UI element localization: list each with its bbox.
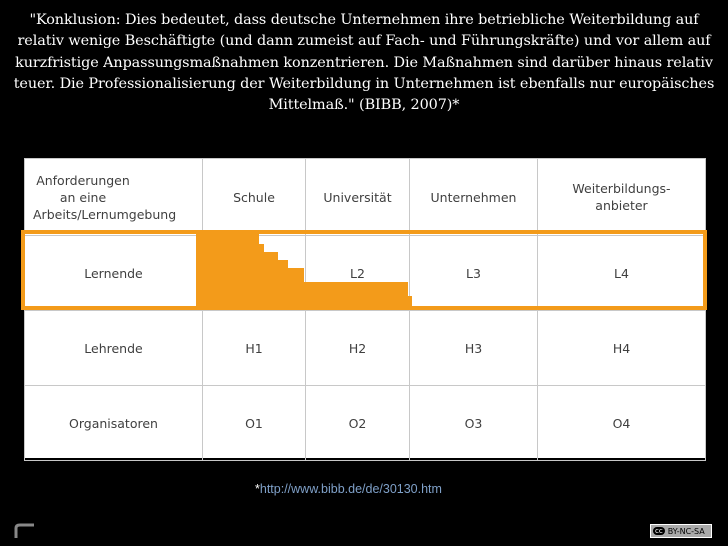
corner-line-1: Anforderungen: [36, 172, 130, 188]
table-row: [25, 311, 706, 386]
highlight-stair: [204, 234, 259, 306]
highlight-stair: [264, 252, 278, 306]
highlight-stair: [288, 268, 304, 306]
cell-o4: O4: [538, 386, 706, 461]
corner-line-3: Arbeits/Lernumgebung: [33, 206, 177, 222]
cell-o2: O2: [306, 386, 410, 461]
cell-h3: H3: [410, 311, 538, 386]
row-label-lernende: Lernende: [25, 236, 203, 311]
table-row: [25, 386, 706, 461]
row-label-lehrende: Lehrende: [25, 311, 203, 386]
cell-l2: L2: [306, 236, 410, 311]
row-label-organisatoren: Organisatoren: [25, 386, 203, 461]
cc-icon: cc: [655, 527, 663, 535]
footnote-marker: *: [255, 482, 260, 496]
table-header-row: [25, 159, 706, 236]
source-link[interactable]: http://www.bibb.de/de/30130.htm: [259, 482, 442, 496]
col4-line-2: anbieter: [595, 198, 648, 213]
cell-l4: L4: [538, 236, 706, 311]
highlight-stair: [304, 282, 408, 306]
column-header-schule: Schule: [203, 159, 306, 236]
column-header-universitaet: Universität: [306, 159, 410, 236]
highlight-stair: [408, 296, 412, 306]
cell-o3: O3: [410, 386, 538, 461]
corner-mark-icon: [14, 522, 38, 538]
column-header-unternehmen: Unternehmen: [410, 159, 538, 236]
table-corner-header: [25, 159, 203, 236]
highlight-stair: [278, 260, 288, 306]
corner-line-2: an eine: [59, 189, 107, 205]
column-header-weiterbildungsanbieter: [538, 159, 706, 236]
quote-text: "Konklusion: Dies bedeutet, dass deutsche Unternehmen ihre betriebliche Weiterbildung auf relativ wenige Beschäftigte (und dann zumeist auf Fach- und Führungskräfte) und vor allem auf kurzfristige Anpassungsmaßnahmen konzentrieren. Die Maßnahmen sind darüber hinaus relativ teuer. Die Professionalisierung der Weiterbildung in Unternehmen ist ebenfalls nur europäisches Mittelmaß." (BIBB, 2007)*: [13, 12, 715, 114]
cell-o1: O1: [203, 386, 306, 461]
highlight-stair: [196, 234, 204, 306]
cell-h2: H2: [306, 311, 410, 386]
license-text: BY-NC-SA: [667, 526, 705, 536]
footnote: [255, 482, 442, 496]
cell-h4: H4: [538, 311, 706, 386]
cell-h1: H1: [203, 311, 306, 386]
cell-l3: L3: [410, 236, 538, 311]
col4-line-1: Weiterbildungs-: [572, 181, 671, 196]
cc-license-badge[interactable]: [650, 524, 712, 538]
